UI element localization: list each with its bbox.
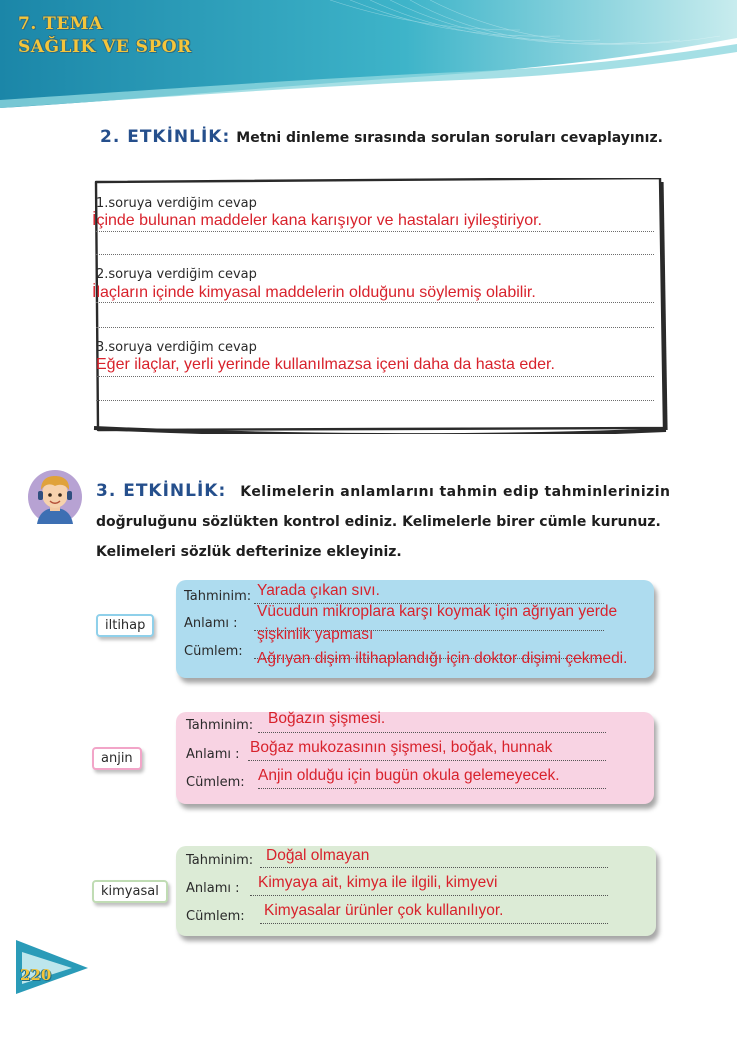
activity3-number: 3. ETKİNLİK:	[96, 481, 227, 501]
guess-label: Tahminim:	[186, 853, 254, 868]
answer-line	[96, 327, 654, 328]
answer-line	[96, 302, 654, 303]
answer-line	[96, 231, 654, 232]
guess-line	[258, 732, 606, 733]
theme-number: 7. TEMA	[18, 14, 103, 34]
word-tag-anjin: anjin	[92, 747, 142, 770]
meaning-label: Anlamı :	[186, 747, 240, 762]
activity3-line1	[96, 476, 670, 508]
sentence-line	[258, 788, 606, 789]
sentence-line	[260, 923, 608, 924]
sentence-answer: Kimyasalar ürünler çok kullanılıyor.	[264, 902, 504, 919]
sentence-answer: Anjin olduğu için bugün okula gelemeyecek.	[258, 767, 560, 784]
activity3-text-line3: Kelimeleri sözlük defterinize ekleyiniz.	[96, 544, 402, 560]
answer-line	[96, 254, 654, 255]
meaning-answer: Boğaz mukozasının şişmesi, boğak, hunnak	[250, 739, 553, 756]
answer-line	[96, 376, 654, 377]
sentence-answer: Ağrıyan dişim iltihaplandığı için doktor dişimi çekmedi.	[257, 650, 628, 667]
guess-line	[260, 867, 608, 868]
meaning-line	[248, 760, 606, 761]
meaning-answer-line1: Vücudun mikroplara karşı koymak için ağrıyan yerde	[257, 603, 618, 620]
guess-label: Tahminim:	[184, 589, 252, 604]
word-tag-iltihap: iltihap	[96, 614, 154, 637]
theme-name: SAĞLIK VE SPOR	[18, 37, 192, 57]
question2-answer: İlaçların içinde kimyasal maddelerin olduğunu söylemiş olabilir.	[92, 284, 536, 301]
activity2-heading	[100, 127, 663, 147]
question2-label: 2.soruya verdiğim cevap	[96, 267, 257, 282]
activity3-text-line2: doğruluğunu sözlükten kontrol ediniz. Kelimelerle birer cümle kurunuz.	[96, 514, 661, 530]
meaning-label: Anlamı :	[184, 616, 238, 631]
guess-label: Tahminim:	[186, 718, 254, 733]
word-tag-kimyasal: kimyasal	[92, 880, 168, 903]
question1-answer: İçinde bulunan maddeler kana karışıyor ve hastaları iyileştiriyor.	[92, 212, 542, 229]
guess-answer: Yarada çıkan sıvı.	[257, 582, 380, 599]
sentence-label: Cümlem:	[184, 644, 243, 659]
question3-label: 3.soruya verdiğim cevap	[96, 340, 257, 355]
meaning-label: Anlamı :	[186, 881, 240, 896]
question1-label: 1.soruya verdiğim cevap	[96, 196, 257, 211]
page-number: 220	[20, 966, 52, 984]
guess-answer: Boğazın şişmesi.	[268, 710, 386, 727]
sentence-label: Cümlem:	[186, 909, 245, 924]
answer-line	[96, 400, 654, 401]
sentence-label: Cümlem:	[186, 775, 245, 790]
activity3-text-line1: Kelimelerin anlamlarını tahmin edip tahminlerinizin	[240, 484, 671, 500]
question3-answer: Eğer ilaçlar, yerli yerinde kullanılmazsa içeni daha da hasta eder.	[96, 356, 555, 373]
meaning-line	[250, 895, 608, 896]
activity2-number: 2. ETKİNLİK:	[100, 127, 231, 147]
meaning-answer: Kimyaya ait, kimya ile ilgili, kimyevi	[258, 874, 498, 891]
activity2-instruction: Metni dinleme sırasında sorulan soruları cevaplayınız.	[236, 130, 663, 146]
meaning-answer-line2: şişkinlik yapması	[257, 626, 374, 643]
student-avatar	[27, 468, 83, 526]
guess-answer: Doğal olmayan	[266, 847, 370, 864]
